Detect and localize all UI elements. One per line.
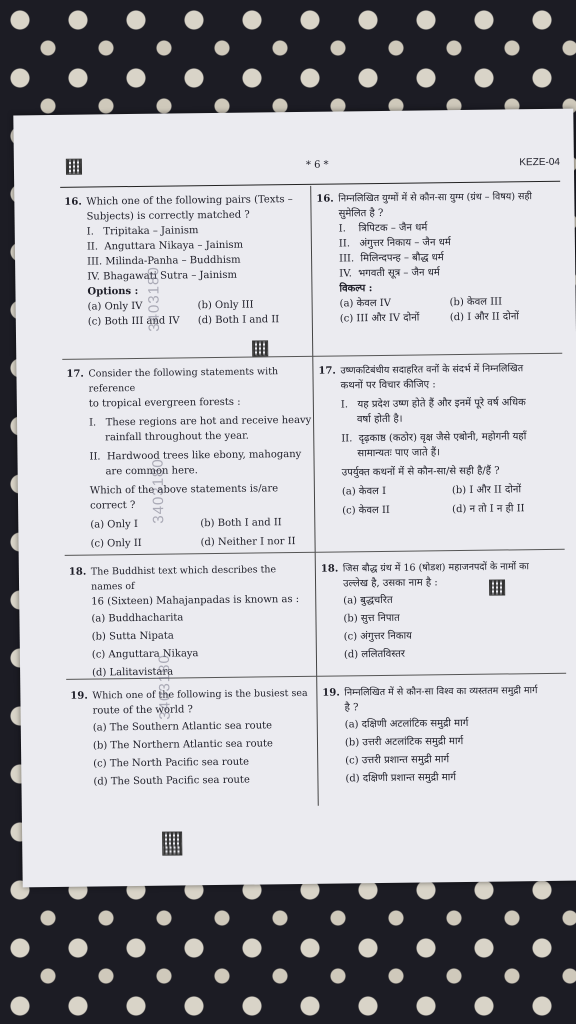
qr-code-icon xyxy=(252,340,268,356)
question-stem: Consider the following statements with reference xyxy=(88,366,279,395)
statement: II. Anguttara Nikaya – Jainism xyxy=(86,239,244,253)
option-c: (c) Anguttara Nikaya xyxy=(91,648,199,661)
question-number: 17. xyxy=(66,368,84,380)
question-stem: है ? xyxy=(344,702,359,714)
option-c: (c) उत्तरी प्रशान्त समुद्री मार्ग xyxy=(345,754,450,767)
question-18-hindi xyxy=(320,559,571,661)
statement: II. अंगुत्तर निकाय – जैन धर्म xyxy=(338,237,451,250)
exam-page xyxy=(13,109,576,888)
qr-code-icon xyxy=(66,159,82,175)
question-stem: निम्नलिखित में से कौन-सा विश्व का व्यस्ततम समुद्री मार्ग xyxy=(344,685,538,699)
question-stem: Which one of the following pairs (Texts – xyxy=(86,194,293,208)
question-stem: route of the world ? xyxy=(92,704,193,717)
option-a: (a) बुद्धचरित xyxy=(343,594,393,607)
question-number: 19. xyxy=(322,687,340,699)
question-stem: जिस बौद्ध ग्रंथ में 16 (षोडश) महाजनपदों के नामों का xyxy=(342,561,529,575)
question-17-hindi xyxy=(318,361,568,517)
option-d: (d) Lalitavistara xyxy=(92,666,174,679)
option-c: (c) Only II xyxy=(90,537,142,550)
question-number: 16. xyxy=(316,193,334,205)
statement: are common here. xyxy=(89,465,198,478)
question-prompt: उपर्युक्त कथनों में से कौन-सा/से सही है/हैं ? xyxy=(341,465,500,479)
question-number: 17. xyxy=(318,365,336,377)
question-number: 18. xyxy=(68,566,87,578)
option-c: (c) Both III and IV xyxy=(87,315,180,328)
statement: IV. भगवती सूत्र – जैन धर्म xyxy=(339,267,440,280)
watermark-stamp: 3403180 xyxy=(145,266,163,332)
watermark-stamp: 3403180 xyxy=(155,654,174,720)
option-d: (d) I और II दोनों xyxy=(449,311,520,324)
booklet-code: KEZE-04 xyxy=(519,156,560,169)
statement: II. Hardwood trees like ebony, mahogany xyxy=(89,448,302,463)
option-b: (b) Only III xyxy=(197,299,254,312)
statement: II. दृढ़काष्ठ (कठोर) वृक्ष जैसे एबोनी, महोगनी यहाँ xyxy=(341,431,527,445)
question-stem: निम्नलिखित युग्मों में से कौन-सा युग्म (ग्रंथ – विषय) सही xyxy=(338,191,533,205)
question-16-hindi xyxy=(316,189,566,325)
question-number: 19. xyxy=(70,690,88,702)
question-stem: Which one of the following is the busiest sea xyxy=(92,687,308,702)
statement: I. यह प्रदेश उष्ण होते हैं और इनमें पूरे वर्ष अधिक xyxy=(340,397,526,411)
statement: III. Milinda-Panha – Buddhism xyxy=(87,254,241,268)
question-stem: 16 (Sixteen) Mahajanpadas is known as : xyxy=(91,593,300,608)
option-d: (d) न तो I न ही II xyxy=(452,503,525,516)
statement: I. Tripitaka – Jainism xyxy=(86,225,199,238)
statement: I. These regions are hot and receive heavy xyxy=(89,414,312,429)
option-b: (b) सुत्त निपात xyxy=(343,612,400,625)
statement: वर्षा होती है। xyxy=(340,413,403,426)
option-d: (d) ललितविस्तर xyxy=(343,648,406,661)
option-c: (c) अंगुत्तर निकाय xyxy=(343,630,413,643)
option-d: (d) Neither I nor II xyxy=(200,536,296,549)
option-a: (a) केवल I xyxy=(341,485,387,498)
option-a: (a) The Southern Atlantic sea route xyxy=(92,720,273,734)
option-b: (b) Sutta Nipata xyxy=(91,630,174,643)
question-stem: उल्लेख है, उसका नाम है : xyxy=(342,577,438,590)
option-a: (a) केवल IV xyxy=(339,297,392,310)
question-stem: उष्णकटिबंधीय सदाहरित वनों के संदर्भ में निम्नलिखित xyxy=(340,363,524,377)
option-b: (b) उत्तरी अटलांटिक समुद्री मार्ग xyxy=(344,736,464,749)
option-b: (b) केवल III xyxy=(449,296,503,309)
page-number: * 6 * xyxy=(305,159,329,171)
question-18-english xyxy=(68,562,309,679)
statement: I. त्रिपिटक – जैन धर्म xyxy=(338,222,428,235)
option-a: (a) Buddhacharita xyxy=(91,612,184,625)
statement: rainfall throughout the year. xyxy=(89,430,249,444)
statement: सामान्यतः पाए जाते हैं। xyxy=(341,447,440,460)
qr-code-icon xyxy=(489,579,505,595)
question-prompt: correct ? xyxy=(90,499,136,512)
question-stem: सुमेलित है ? xyxy=(338,207,384,220)
question-stem: Subjects) is correctly matched ? xyxy=(86,209,250,223)
question-stem: कथनों पर विचार कीजिए : xyxy=(340,379,436,392)
watermark-stamp: 3403180 xyxy=(149,458,168,524)
option-a: (a) Only IV xyxy=(87,300,143,313)
question-prompt: Which of the above statements is/are xyxy=(89,483,279,497)
question-stem: The Buddhist text which describes the names of xyxy=(90,564,277,593)
option-b: (b) Both I and II xyxy=(200,517,282,530)
question-number: 18. xyxy=(320,563,339,575)
options-label: विकल्प : xyxy=(339,283,373,295)
statement: IV. Bhagawati Sutra – Jainism xyxy=(87,269,237,283)
statement: III. मिलिन्दपन्ह – बौद्ध धर्म xyxy=(339,252,444,265)
option-c: (c) केवल II xyxy=(342,504,390,517)
option-c: (c) III और IV दोनों xyxy=(339,312,420,325)
qr-code-icon xyxy=(162,831,182,855)
option-a: (a) Only I xyxy=(90,518,138,531)
option-d: (d) Both I and II xyxy=(197,314,280,327)
question-number: 16. xyxy=(64,196,82,208)
options-label: Options : xyxy=(87,285,139,298)
question-stem: to tropical evergreen forests : xyxy=(88,396,241,410)
option-a: (a) दक्षिणी अटलांटिक समुद्री मार्ग xyxy=(344,717,469,731)
option-c: (c) The North Pacific sea route xyxy=(93,756,250,770)
option-b: (b) I और II दोनों xyxy=(451,484,522,497)
option-d: (d) The South Pacific sea route xyxy=(93,774,250,788)
question-19-hindi xyxy=(322,683,572,785)
option-d: (d) दक्षिणी प्रशान्त समुद्री मार्ग xyxy=(345,772,457,785)
option-b: (b) The Northern Atlantic sea route xyxy=(92,738,274,752)
